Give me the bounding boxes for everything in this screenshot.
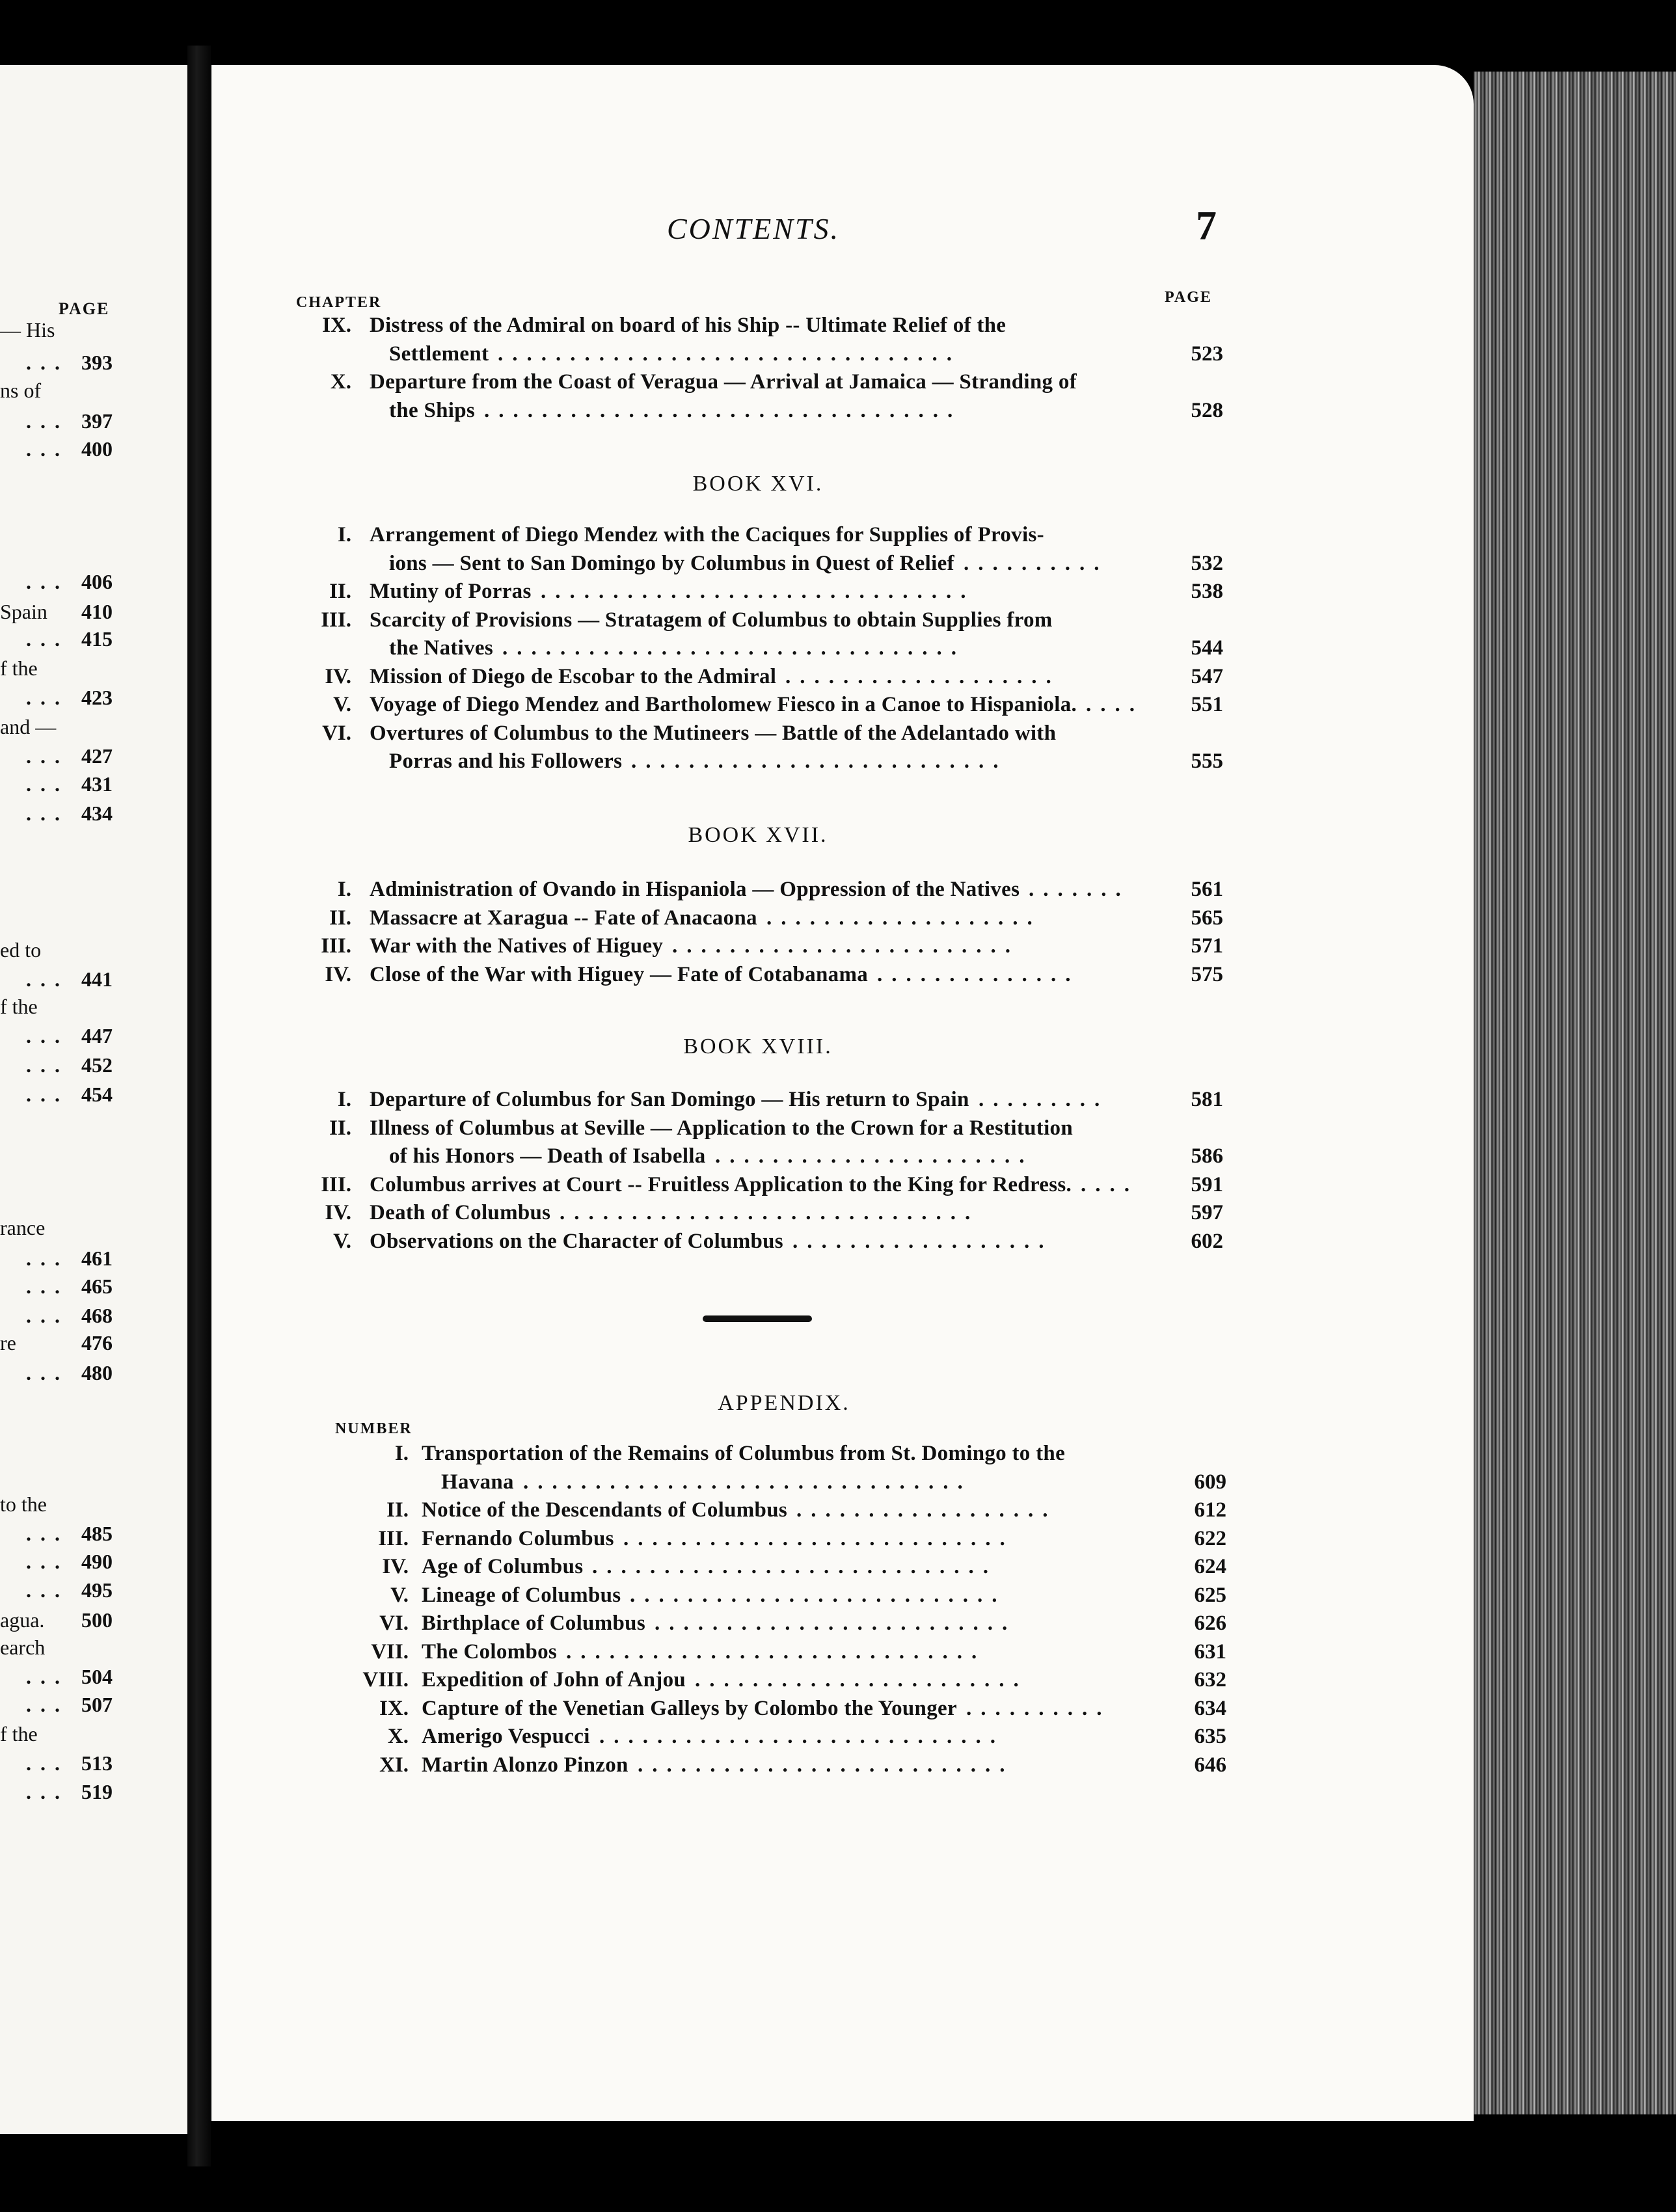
entry-page-number: 523 <box>1191 342 1223 366</box>
toc-entry-line <box>0 311 1676 340</box>
leader-dots: ....................... <box>695 1668 1028 1692</box>
leader-dots: ... <box>26 772 69 796</box>
section-heading: BOOK XVI. <box>692 472 824 496</box>
entry-title: the Natives <box>389 636 494 660</box>
left-page-text-fragment: ns of <box>0 379 42 402</box>
entry-title: Massacre at Xaragua -- Fate of Anacaona <box>370 906 757 930</box>
leader-dots: ... <box>26 627 69 651</box>
toc-entry-line <box>0 368 1676 396</box>
left-page-number: 513 <box>81 1751 113 1775</box>
page-column-label: PAGE <box>1165 289 1212 306</box>
leader-dots: .............. <box>877 962 1080 986</box>
entry-number: I. <box>337 1088 351 1111</box>
entry-number: I. <box>337 878 351 901</box>
toc-entry-line <box>0 1524 1676 1553</box>
left-page-text-fragment: Spain <box>0 600 47 623</box>
leader-dots: ... <box>26 1578 69 1602</box>
entry-page-number: 622 <box>1194 1526 1226 1550</box>
left-page-number: 410 <box>81 600 113 623</box>
left-page-label: PAGE <box>59 299 110 318</box>
left-page-number: 476 <box>81 1331 113 1355</box>
left-page-text-fragment: ed to <box>0 938 42 962</box>
left-page-number: 434 <box>81 802 113 825</box>
entry-page-number: 561 <box>1191 878 1223 901</box>
entry-page-number: 565 <box>1191 906 1223 930</box>
entry-page-number: 624 <box>1194 1555 1226 1578</box>
left-page-number: 507 <box>81 1693 113 1716</box>
entry-title: Columbus arrives at Court -- Fruitless Application to the King for Redress. <box>370 1172 1072 1196</box>
entry-page-number: 634 <box>1194 1696 1226 1720</box>
toc-entry-line <box>0 634 1676 662</box>
number-column-label: NUMBER <box>335 1420 412 1437</box>
entry-number: IX. <box>322 314 351 337</box>
leader-dots: ... <box>26 570 69 593</box>
left-page-number: 423 <box>81 686 113 709</box>
entry-title: Martin Alonzo Pinzon <box>422 1753 628 1777</box>
left-page-line <box>0 1272 187 1301</box>
left-page-text-fragment: f the <box>0 1722 38 1746</box>
left-page-text-fragment: rance <box>0 1216 46 1239</box>
toc-entry-line <box>0 1581 1676 1610</box>
section-heading: BOOK XVII. <box>688 823 828 847</box>
entry-number: VIII. <box>362 1668 409 1692</box>
entry-title: Birthplace of Columbus <box>422 1612 645 1635</box>
left-page-text-fragment: — His <box>0 318 55 342</box>
toc-entry-line <box>0 396 1676 425</box>
toc-entry-line <box>0 1751 1676 1779</box>
entry-page-number: 551 <box>1191 693 1223 716</box>
entry-number: V. <box>390 1583 409 1607</box>
left-page-number: 495 <box>81 1578 113 1602</box>
entry-page-number: 547 <box>1191 664 1223 688</box>
left-page-text-fragment: and — <box>0 715 57 738</box>
leader-dots: ... <box>26 744 69 768</box>
entry-page-number: 544 <box>1191 636 1223 660</box>
entry-page-number: 646 <box>1194 1753 1226 1777</box>
left-page-number: 447 <box>81 1024 113 1047</box>
toc-entry-line <box>0 1227 1676 1256</box>
entry-page-number: 602 <box>1191 1229 1223 1253</box>
leader-dots: .... <box>1086 693 1144 716</box>
toc-entry-line <box>0 549 1676 578</box>
left-page-number: 504 <box>81 1665 113 1688</box>
left-page-number: 480 <box>81 1361 113 1384</box>
entry-number: III. <box>321 608 351 632</box>
left-page-number: 465 <box>81 1275 113 1298</box>
left-page-line <box>0 992 187 1021</box>
leader-dots: ... <box>26 802 69 825</box>
entry-number: IV. <box>382 1555 409 1578</box>
entry-title: Mission of Diego de Escobar to the Admiral <box>370 664 777 688</box>
entry-title: the Ships <box>389 398 476 422</box>
entry-title: Age of Columbus <box>422 1555 584 1578</box>
entry-title: ions — Sent to San Domingo by Columbus in Quest of Relief <box>389 551 954 575</box>
entry-number: XI. <box>379 1753 409 1777</box>
entry-number: VII. <box>371 1639 409 1664</box>
leader-dots: ............................ <box>599 1725 1005 1748</box>
left-page-number: 461 <box>81 1247 113 1270</box>
toc-entry-line <box>0 1142 1676 1170</box>
toc-entry-line <box>0 520 1676 549</box>
entry-title: Administration of Ovando in Hispaniola — Oppression of the Natives <box>370 878 1020 901</box>
leader-dots: ... <box>26 409 69 433</box>
leader-dots: ................... <box>785 664 1061 688</box>
entry-title: Observations on the Character of Columbus <box>370 1229 783 1253</box>
leader-dots: ... <box>26 1024 69 1047</box>
entry-number: III. <box>321 1172 351 1196</box>
leader-dots: ....... <box>1029 878 1130 901</box>
left-page-line <box>0 1358 187 1387</box>
leader-dots: ................................ <box>498 342 961 366</box>
toc-entry-line <box>0 960 1676 989</box>
leader-dots: .......................... <box>638 1753 1014 1777</box>
left-page-number: 400 <box>81 437 113 461</box>
running-head: CONTENTS. <box>667 212 841 245</box>
entry-title: Lineage of Columbus <box>422 1583 621 1607</box>
leader-dots: ... <box>26 967 69 991</box>
left-page-number: 406 <box>81 570 113 593</box>
leader-dots: ................... <box>766 906 1042 930</box>
entry-title: Amerigo Vespucci <box>422 1725 590 1748</box>
leader-dots: ... <box>26 1550 69 1573</box>
toc-entry-line <box>0 719 1676 748</box>
toc-entry-line <box>0 690 1676 719</box>
leader-dots: ... <box>26 1304 69 1327</box>
leader-dots: ......................... <box>655 1612 1017 1635</box>
toc-entry-line <box>0 1552 1676 1581</box>
toc-entry-line <box>0 1722 1676 1751</box>
section-divider-rule <box>703 1315 812 1322</box>
entry-number: IV. <box>325 962 351 986</box>
entry-number: VI. <box>322 721 351 745</box>
leader-dots: ........................ <box>672 934 1020 958</box>
entry-number: V. <box>333 1229 351 1253</box>
left-page-text-fragment: to the <box>0 1492 47 1516</box>
toc-entry-line <box>0 577 1676 606</box>
entry-page-number: 612 <box>1194 1498 1226 1522</box>
toc-entry-line <box>0 1114 1676 1142</box>
entry-number: X. <box>330 370 351 394</box>
left-page-number: 454 <box>81 1083 113 1106</box>
entry-title: Illness of Columbus at Seville — Application to the Crown for a Restitution <box>370 1116 1074 1140</box>
leader-dots: ... <box>26 1083 69 1106</box>
leader-dots: ... <box>26 1665 69 1688</box>
toc-entry-line <box>0 662 1676 691</box>
entry-title: War with the Natives of Higuey <box>370 934 664 958</box>
leader-dots: ... <box>26 1275 69 1298</box>
entry-page-number: 528 <box>1191 398 1223 422</box>
leader-dots: .......... <box>966 1696 1111 1720</box>
toc-entry-line <box>0 1198 1676 1227</box>
leader-dots: ... <box>26 1247 69 1270</box>
toc-entry-line <box>0 1085 1676 1114</box>
left-page-line <box>0 1301 187 1330</box>
entry-title: Close of the War with Higuey — Fate of Cotabanama <box>370 962 869 986</box>
entry-page-number: 597 <box>1191 1201 1223 1224</box>
toc-entry-line <box>0 1439 1676 1468</box>
entry-page-number: 635 <box>1194 1725 1226 1748</box>
entry-page-number: 538 <box>1191 580 1223 603</box>
toc-entry-line <box>0 1496 1676 1524</box>
entry-page-number: 609 <box>1194 1470 1226 1494</box>
entry-title: Departure of Columbus for San Domingo — His return to Spain <box>370 1088 969 1111</box>
folio-page-number: 7 <box>1196 202 1217 249</box>
entry-number: III. <box>378 1526 409 1550</box>
entry-number: VI. <box>379 1612 409 1635</box>
entry-page-number: 581 <box>1191 1088 1223 1111</box>
entry-page-number: 555 <box>1191 749 1223 773</box>
left-page-text-fragment: agua. <box>0 1608 45 1632</box>
toc-entry-line <box>0 932 1676 960</box>
leader-dots: ... <box>26 1751 69 1775</box>
entry-page-number: 632 <box>1194 1668 1226 1692</box>
left-page-number: 452 <box>81 1053 113 1077</box>
toc-entry-line <box>0 1638 1676 1666</box>
leader-dots: ............................... <box>523 1470 972 1494</box>
leader-dots: ... <box>26 351 69 374</box>
left-page-text-fragment: re <box>0 1331 16 1355</box>
entry-number: II. <box>386 1498 409 1522</box>
left-page-number: 468 <box>81 1304 113 1327</box>
entry-title: of his Honors — Death of Isabella <box>389 1144 706 1168</box>
leader-dots: .......................... <box>631 749 1008 773</box>
leader-dots: ... <box>26 1522 69 1545</box>
entry-number: I. <box>337 523 351 546</box>
leader-dots: ... <box>26 437 69 461</box>
toc-entry-line <box>0 606 1676 634</box>
entry-number: I. <box>394 1442 409 1465</box>
entry-title: Departure from the Coast of Veragua — Arrival at Jamaica — Stranding of <box>370 370 1077 394</box>
leader-dots: ............................. <box>560 1201 980 1224</box>
leader-dots: ... <box>26 686 69 709</box>
toc-entry-line <box>0 1170 1676 1199</box>
entry-title: Transportation of the Remains of Columbus from St. Domingo to the <box>422 1442 1066 1465</box>
left-page-text-fragment: f the <box>0 995 38 1018</box>
entry-page-number: 532 <box>1191 551 1223 575</box>
entry-title: Expedition of John of Anjou <box>422 1668 686 1692</box>
leader-dots: ............................. <box>566 1639 986 1664</box>
left-page-number: 397 <box>81 409 113 433</box>
entry-title: Overtures of Columbus to the Mutineers — Battle of the Adelantado with <box>370 721 1057 745</box>
entry-number: II. <box>329 906 351 930</box>
toc-entry-line <box>0 904 1676 932</box>
entry-title: Capture of the Venetian Galleys by Colombo the Younger <box>422 1696 957 1720</box>
entry-number: IX. <box>379 1696 409 1720</box>
entry-page-number: 575 <box>1191 962 1223 986</box>
entry-page-number: 571 <box>1191 934 1223 958</box>
leader-dots: ... <box>26 1693 69 1716</box>
left-page-number: 519 <box>81 1780 113 1803</box>
left-page-number: 415 <box>81 627 113 651</box>
entry-page-number: 625 <box>1194 1583 1226 1607</box>
entry-number: IV. <box>325 664 351 688</box>
entry-number: III. <box>321 934 351 958</box>
section-heading: APPENDIX. <box>718 1391 850 1415</box>
entry-title: The Colombos <box>422 1639 558 1664</box>
entry-number: II. <box>329 1116 351 1140</box>
entry-title: Death of Columbus <box>370 1201 551 1224</box>
left-page-line <box>0 1329 187 1357</box>
leader-dots: ......... <box>979 1088 1109 1111</box>
leader-dots: ... <box>26 1053 69 1077</box>
toc-entry-line <box>0 340 1676 368</box>
leader-dots: .......................... <box>630 1583 1007 1607</box>
leader-dots: .................. <box>792 1229 1053 1253</box>
entry-page-number: 626 <box>1194 1612 1226 1635</box>
left-page-number: 431 <box>81 772 113 796</box>
left-page-number: 393 <box>81 351 113 374</box>
entry-title: Distress of the Admiral on board of his Ship -- Ultimate Relief of the <box>370 314 1007 337</box>
toc-entry-line <box>0 1666 1676 1694</box>
entry-title: Voyage of Diego Mendez and Bartholomew Fiesco in a Canoe to Hispaniola. <box>370 693 1077 716</box>
entry-number: X. <box>387 1725 409 1748</box>
entry-page-number: 631 <box>1194 1639 1226 1664</box>
left-page-number: 427 <box>81 744 113 768</box>
left-page-number: 490 <box>81 1550 113 1573</box>
leader-dots: ...................... <box>715 1144 1034 1168</box>
leader-dots: .................. <box>796 1498 1057 1522</box>
entry-page-number: 586 <box>1191 1144 1223 1168</box>
left-page-line <box>0 1777 187 1806</box>
left-page-number: 485 <box>81 1522 113 1545</box>
entry-number: IV. <box>325 1201 351 1224</box>
leader-dots: ... <box>26 1780 69 1803</box>
left-page-line <box>0 435 187 463</box>
leader-dots: .......... <box>964 551 1109 575</box>
leader-dots: ............................ <box>592 1555 997 1578</box>
left-page-text-fragment: earch <box>0 1636 46 1659</box>
toc-entry-line <box>0 1694 1676 1723</box>
toc-entry-line <box>0 747 1676 776</box>
entry-page-number: 591 <box>1191 1172 1223 1196</box>
entry-number: V. <box>333 693 351 716</box>
toc-entry-line <box>0 1468 1676 1496</box>
left-page-number: 441 <box>81 967 113 991</box>
left-page-text-fragment: f the <box>0 656 38 680</box>
section-heading: BOOK XVIII. <box>683 1034 833 1059</box>
toc-entry-line <box>0 1609 1676 1638</box>
entry-title: Arrangement of Diego Mendez with the Caciques for Supplies of Provis- <box>370 523 1044 546</box>
entry-title: Mutiny of Porras <box>370 580 532 603</box>
left-page-number: 500 <box>81 1608 113 1632</box>
leader-dots: ................................ <box>502 636 966 660</box>
entry-title: Porras and his Followers <box>389 749 623 773</box>
leader-dots: ................................. <box>484 398 962 422</box>
entry-title: Fernando Columbus <box>422 1526 614 1550</box>
leader-dots: .............................. <box>541 580 975 603</box>
leader-dots: ........................... <box>623 1526 1014 1550</box>
entry-number: II. <box>329 580 351 603</box>
entry-title: Notice of the Descendants of Columbus <box>422 1498 787 1522</box>
chapter-column-label: CHAPTER <box>296 294 382 311</box>
entry-title: Scarcity of Provisions — Stratagem of Columbus to obtain Supplies from <box>370 608 1053 632</box>
entry-title: Havana <box>441 1470 514 1494</box>
leader-dots: ... <box>26 1361 69 1384</box>
toc-entry-line <box>0 875 1676 904</box>
entry-title: Settlement <box>389 342 489 366</box>
leader-dots: .... <box>1081 1172 1139 1196</box>
